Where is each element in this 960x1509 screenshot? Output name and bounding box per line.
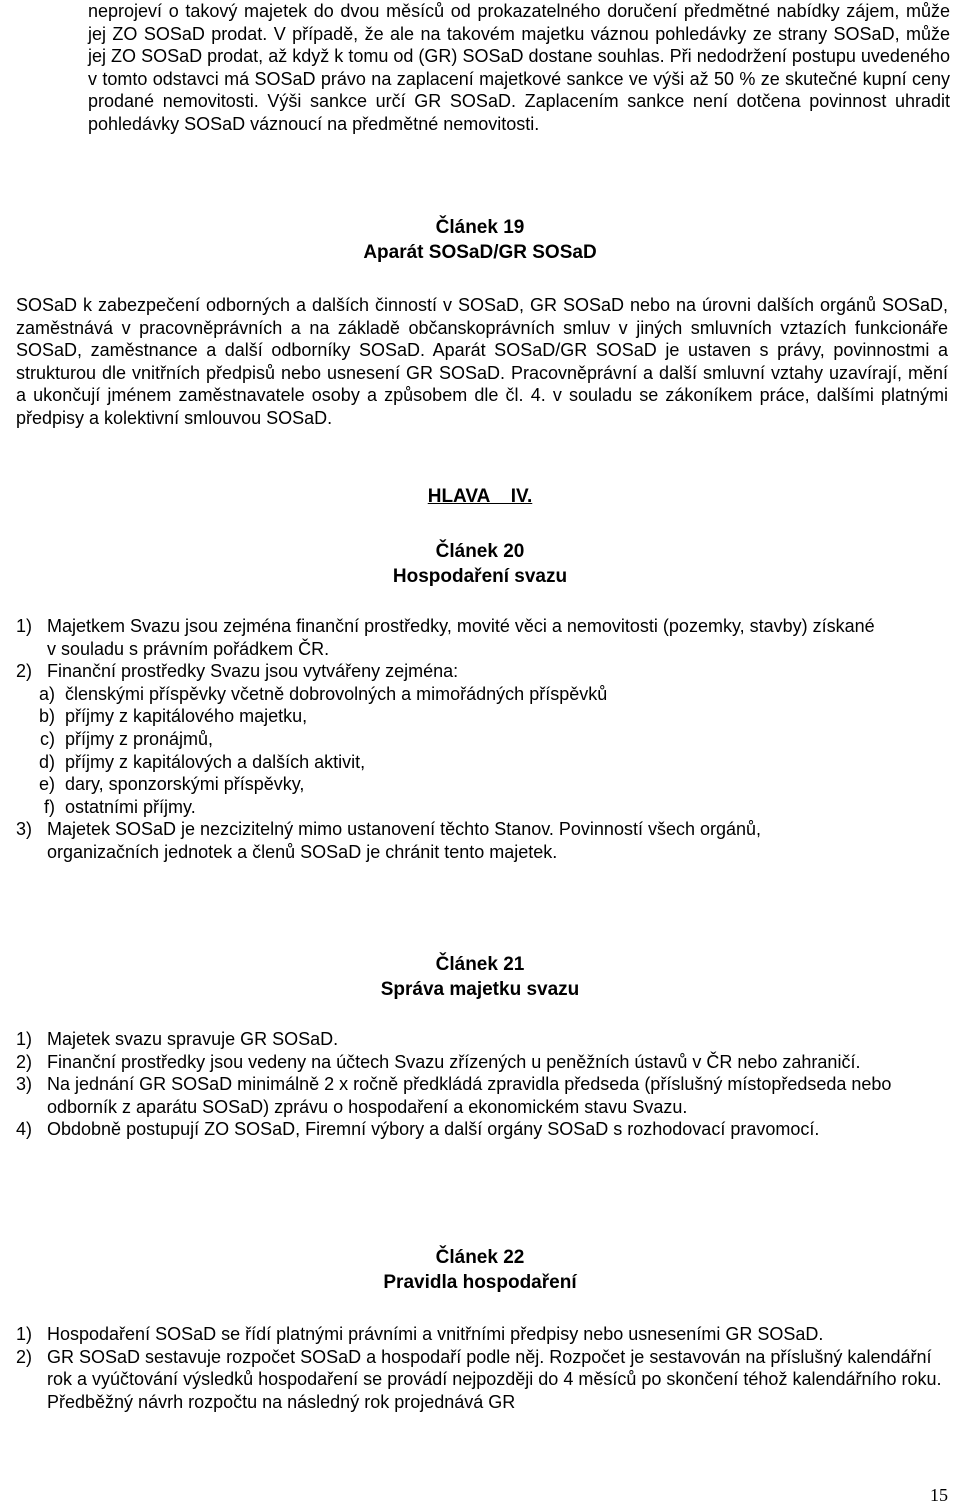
article-22-number: Článek 22	[435, 1247, 525, 1268]
sub-item-letter: f)	[44, 796, 55, 817]
sub-item	[16, 705, 878, 728]
list-item	[16, 660, 878, 683]
list-item	[16, 1118, 936, 1141]
list-item	[16, 615, 878, 660]
article-21-list	[16, 1028, 936, 1141]
item-text: Finanční prostředky Svazu jsou vytvářeny zejména:	[47, 661, 459, 682]
item-number: 3)	[16, 1074, 33, 1095]
item-number: 3)	[16, 819, 33, 840]
list-item	[16, 1028, 936, 1051]
sub-item-text: příjmy z kapitálových a dalších aktivit,	[65, 751, 366, 772]
article-21-number: Článek 21	[435, 954, 525, 975]
article-22-list	[16, 1323, 952, 1413]
part-heading: HLAVA IV.	[427, 486, 533, 507]
article-19	[0, 215, 960, 265]
item-number: 2)	[16, 1346, 33, 1367]
item-text: Hospodaření SOSaD se řídí platnými právními a vnitřními předpisy nebo usneseními GR SOSaD.	[47, 1324, 824, 1344]
sub-item-letter: e)	[38, 774, 55, 795]
item-number: 1)	[16, 1324, 33, 1344]
intro-paragraph: neprojeví o takový majetek do dvou měsíců od prokazatelného doručení předmětné nabídky zájem, může jej ZO SOSaD prodat. V případě, že ale na takovém majetku váznou pohledávky ze strany SOSaD, může jej ZO SOSaD prodat, až když k tomu od (GR) SOSaD dostane souhlas. Při nedodržení postupu uvedeného v tomto odstavci má SOSaD právo na zaplacení majetkové sankce ve výši až 50 % ze skutečné kupní ceny prodané nemovitosti. Výši sankce určí GR SOSaD. Zaplacením sankce není dotčena povinnost uhradit pohledávky SOSaD váznoucí na předmětné nemovitosti.	[88, 1, 950, 134]
article-19-number: Článek 19	[435, 217, 525, 238]
sub-item	[16, 751, 878, 774]
list-item	[16, 818, 878, 863]
article-20-title: Hospodaření svazu	[392, 566, 568, 587]
item-text: Na jednání GR SOSaD minimálně 2 x ročně předkládá zpravidla předseda (příslušný místopředseda nebo odborník z aparátu SOSaD) zprávu o hospodaření a ekonomickém stavu Svazu.	[47, 1074, 892, 1117]
article-22	[0, 1245, 960, 1295]
item-text: Finanční prostředky jsou vedeny na účtech Svazu zřízených u peněžních ústavů v ČR nebo zahraničí.	[47, 1051, 861, 1072]
item-number: 1)	[16, 1029, 33, 1049]
sub-item-text: dary, sponzorskými příspěvky,	[65, 774, 305, 795]
sub-item-letter: b)	[38, 706, 55, 727]
sub-item	[16, 796, 878, 819]
sub-item-text: příjmy z pronájmů,	[65, 728, 214, 749]
sub-item	[16, 728, 878, 751]
article-20-number: Článek 20	[435, 541, 525, 562]
article-21-title: Správa majetku svazu	[380, 979, 580, 1000]
page-number: 15	[930, 1485, 948, 1505]
item-text: Majetek svazu spravuje GR SOSaD.	[47, 1029, 339, 1049]
item-text: Majetek SOSaD je nezcizitelný mimo ustanovení těchto Stanov. Povinností všech orgánů, organizačních jednotek a členů SOSaD je chránit tento majetek.	[47, 819, 762, 862]
sub-item-letter: c)	[40, 728, 55, 749]
article-19-body: SOSaD k zabezpečení odborných a dalších činností v SOSaD, GR SOSaD nebo na úrovni dalších orgánů SOSaD, zaměstnává v pracovněprávních a na základě občanskoprávních smluv v jiných smluvních vztazích funkcionáře SOSaD, zaměstnance a další odborníky SOSaD. Aparát SOSaD/GR SOSaD je ustaven s právy, povinnostmi a strukturou dle vnitřních předpisů nebo usnesení GR SOSaD. Pracovněprávní a další smluvní vztahy uzavírají, mění a ukončují jménem zaměstnavatele osoby a způsobem dle čl. 4. v souladu se zákoníkem práce, dalšími platnými předpisy a kolektivní smlouvou SOSaD.	[16, 295, 948, 428]
sub-item-letter: d)	[38, 751, 55, 772]
item-text: Obdobně postupují ZO SOSaD, Firemní výbory a další orgány SOSaD s rozhodovací pravomocí.	[47, 1119, 820, 1140]
list-item	[16, 1346, 952, 1414]
item-number: 2)	[16, 661, 33, 682]
list-item	[16, 1323, 952, 1346]
article-21	[0, 952, 960, 1002]
sub-item-text: příjmy z kapitálového majetku,	[65, 706, 308, 727]
sub-item-letter: a)	[38, 683, 55, 704]
item-number: 2)	[16, 1051, 33, 1072]
article-22-title: Pravidla hospodaření	[383, 1272, 577, 1293]
article-19-title: Aparát SOSaD/GR SOSaD	[363, 242, 597, 263]
sub-item-text: členskými příspěvky včetně dobrovolných a mimořádných příspěvků	[65, 683, 608, 704]
article-20-list	[16, 615, 878, 864]
list-item	[16, 1051, 896, 1074]
sub-item-text: ostatními příjmy.	[65, 796, 196, 817]
list-item	[16, 1073, 896, 1118]
article-20	[0, 539, 960, 589]
item-number: 4)	[16, 1119, 33, 1140]
item-text: Majetkem Svazu jsou zejména finanční prostředky, movité věci a nemovitosti (pozemky, stavby) získané v souladu s právním pořádkem ČR.	[47, 616, 875, 659]
sub-item	[16, 773, 878, 796]
item-number: 1)	[16, 616, 33, 636]
item-text: GR SOSaD sestavuje rozpočet SOSaD a hospodaří podle něj. Rozpočet je sestavován na příslušný kalendářní rok a vyúčtování výsledků hospodaření se provádí nejpozději do 4 měsíců po skončení téhož kalendářního roku. Předběžný návrh rozpočtu na následný rok projednává GR	[47, 1346, 942, 1412]
sub-item	[16, 683, 878, 706]
